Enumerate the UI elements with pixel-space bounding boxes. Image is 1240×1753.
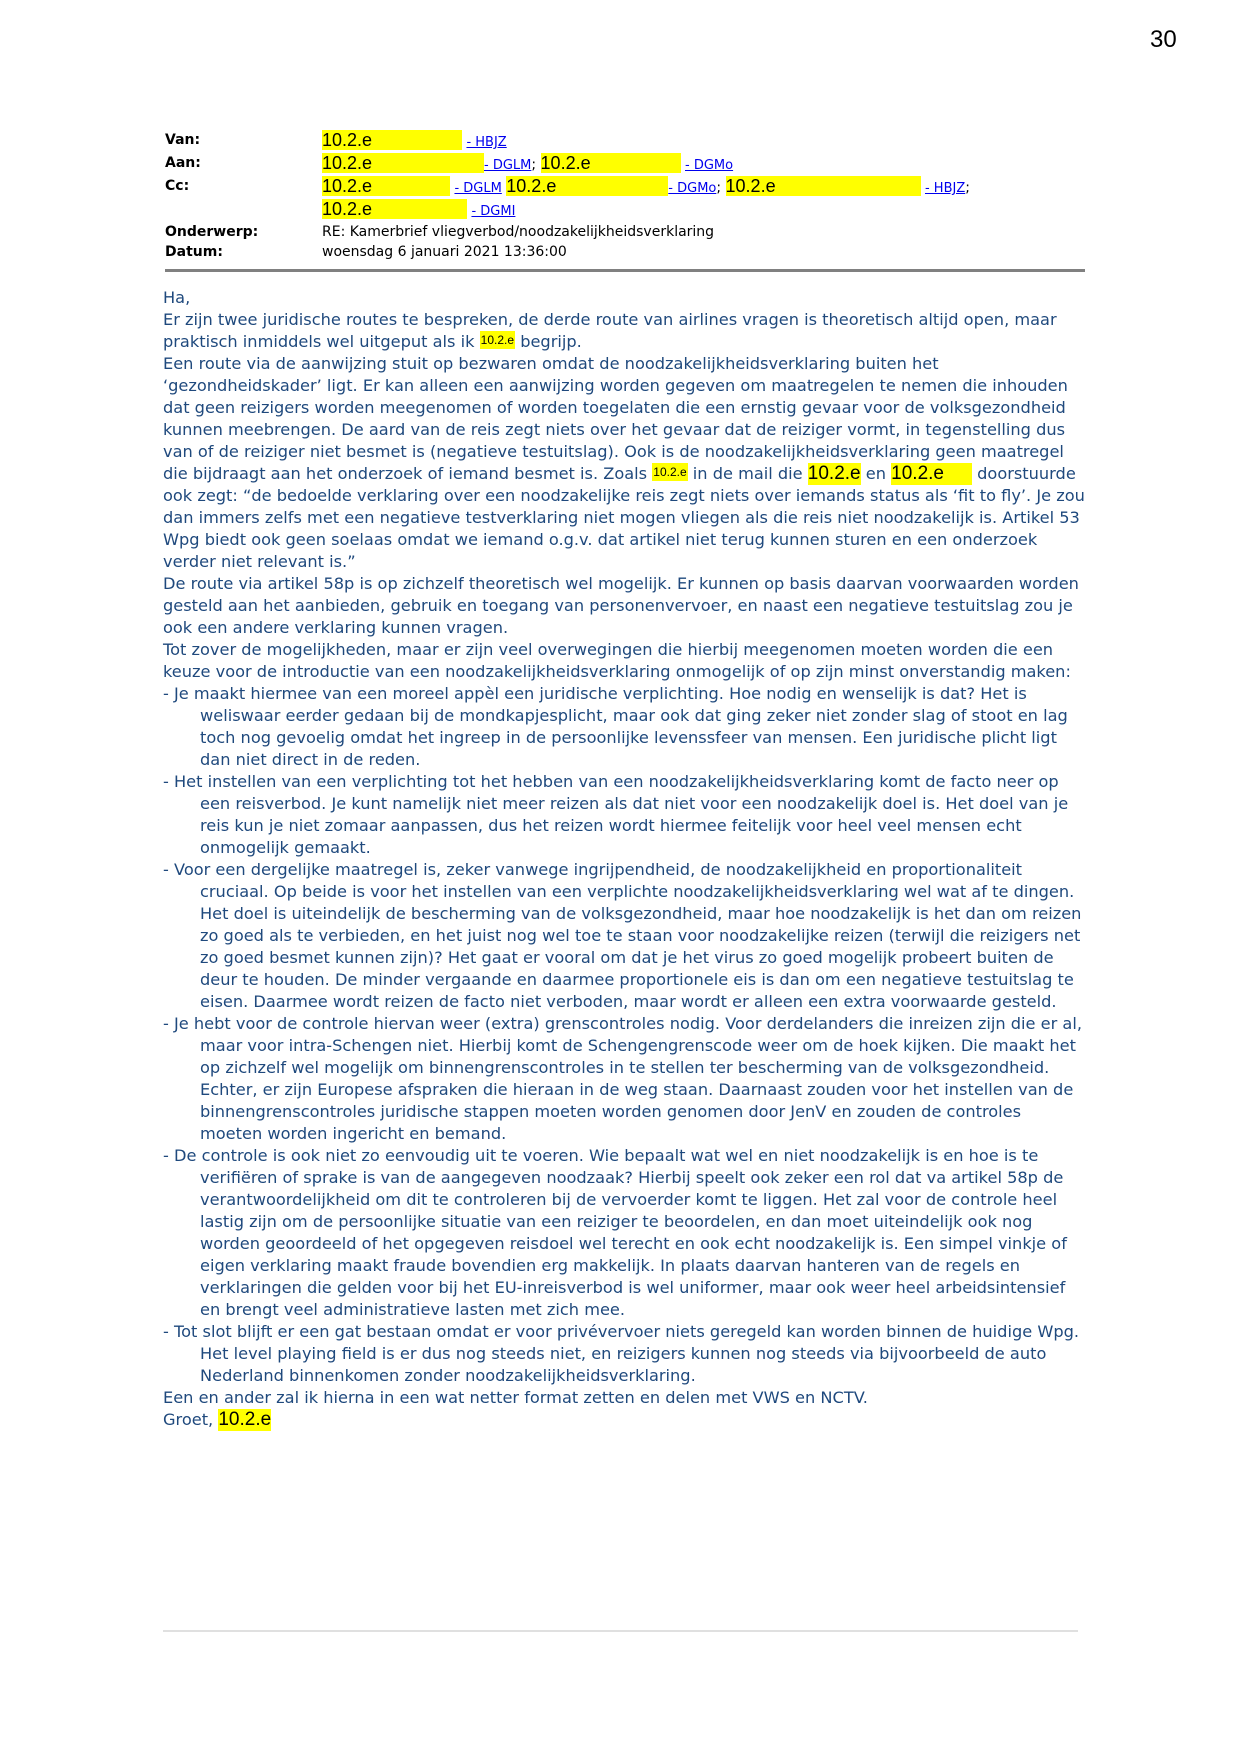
redaction: 10.2.e [322,130,462,150]
subject-label: Onderwerp: [165,224,259,240]
greeting: Ha, [163,288,191,307]
list-item: - Je maakt hiermee van een moreel appèl een juridische verplichting. Hoe nodig en wenselijk is dat? Het is weliswaar eerder gedaan bij de mondkapjesplicht, maar ook dat ging zeker niet zonder slag of stoot en lag toch nog gevoelig omdat het ingreep in de persoonlijke levenssfeer van mensen. Een juridische plicht ligt dan niet direct in de reden. [163,683,1088,771]
date-row [165,242,1085,262]
subject-value: RE: Kamerbrief vliegverbod/noodzakelijkheidsverklaring [322,224,715,240]
cc-org-link-3[interactable]: - HBJZ [924,181,966,196]
list-item: - Voor een dergelijke maatregel is, zeker vanwege ingrijpendheid, de noodzakelijkheid en proportionaliteit cruciaal. Op beide is voor het instellen van een verplichte noodzakelijkheidsverklaring wel wat af te dingen. Het doel is uiteindelijk de bescherming van de volksgezondheid, maar hoe noodzakelijk is het dan om reizen zo goed als te verbieden, en het juist nog wel toe te staan voor noodzakelijke reizen (terwijl die reizigers net zo goed besmet kunnen zijn)? Het gaat er vooral om dat je het virus zo goed mogelijk probeert buiten de deur te houden. De minder vergaande en daarmee proportionele eis is dan om een negatieve testuitslag te eisen. Daarmee wordt reizen de facto niet verboden, maar wordt er alleen een extra voorwaarde gesteld. [163,859,1088,1013]
paragraph-2: Een route via de aanwijzing stuit op bezwaren omdat de noodzakelijkheidsverklaring buiten het ‘gezondheidskader’ ligt. Er kan alleen een aanwijzing worden gegeven om maatregelen te nemen die inhouden dat geen reizigers worden meegenomen of worden toegelaten die een ernstig gevaar voor de volksgezondheid kunnen meebrengen. De aard van de reis zegt niets over het gevaar dat de reiziger vormt, in tegenstelling dus van of de reiziger niet besmet is (negatieve testuitslag). Ook is de noodzakelijkheidsverklaring geen maatregel die bijdraagt aan het onderzoek of iemand besmet is. Zoals 10.2.e in de mail die 10.2.e en 10.2.e doorstuurde ook zegt: “de bedoelde verklaring over een noodzakelijke reis zegt niets over iemands status als ‘fit to fly’. Je zou dan immers zelfs met een negatieve testverklaring niet mogen vliegen als die reis niet noodzakelijk is. Artikel 53 Wpg biedt ook geen soelaas omdat we iemand o.g.v. dat artikel niet terug kunnen sturen en een onderzoek verder niet relevant is.” [163,354,1085,571]
cc-org-link-1[interactable]: - DGLM [454,181,502,196]
from-org-link[interactable]: - HBJZ [466,135,507,150]
cc-org-link-4[interactable]: - DGMI [471,204,516,219]
to-label: Aan: [165,155,201,171]
redaction: 10.2.e [541,153,681,173]
cc-org-link-2[interactable]: - DGMo [668,181,717,196]
redaction: 10.2.e [891,463,972,485]
paragraph-1: Er zijn twee juridische routes te bespreken, de derde route van airlines vragen is theoretisch altijd open, maar praktisch inmiddels wel uitgeput als ik 10.2.e begrijp. [163,310,1057,351]
footer-divider [163,1630,1078,1632]
redaction: 10.2.e [653,465,687,479]
cc-label: Cc: [165,178,190,194]
signoff: Groet, 10.2.e [163,1409,272,1430]
from-label: Van: [165,132,201,148]
paragraph-4: Tot zover de mogelijkheden, maar er zijn veel overwegingen die hierbij meegenomen moeten worden die een keuze voor de introductie van een noodzakelijkheidsverklaring onmogelijk of op zijn minst onverstandig maken: [163,640,1071,681]
date-label: Datum: [165,244,223,260]
cc-row: Cc: 10.2.e - DGLM 10.2.e - DGMo; 10.2.e - HBJZ; 10.2.e - DGMI [165,176,970,219]
page-number: 30 [1150,26,1177,53]
redaction: 10.2.e [322,153,484,173]
redaction: 10.2.e [218,1409,272,1430]
date-value: woensdag 6 januari 2021 13:36:00 [322,244,567,260]
redaction: 10.2.e [322,176,450,196]
to-org-link-1[interactable]: - DGLM [484,158,532,173]
redaction: 10.2.e [807,463,861,484]
list-item: - Je hebt voor de controle hiervan weer (extra) grenscontroles nodig. Voor derdelanders die inreizen zijn die er al, maar voor intra-Schengen niet. Hierbij komt de Schengengrenscode weer om de hoek kijken. Die maakt het op zichzelf wel mogelijk om binnengrenscontroles in te stellen ter bescherming van de volksgezondheid. Echter, er zijn Europese afspraken die hieraan in de weg staan. Daarnaast zouden voor het instellen van de binnengrenscontroles juridische stappen moeten worden genomen door JenV en zouden de controles moeten worden ingericht en bemand. [163,1013,1088,1145]
closing: Een en ander zal ik hierna in een wat netter format zetten en delen met VWS en NCTV. [163,1388,868,1407]
list-item: - De controle is ook niet zo eenvoudig uit te voeren. Wie bepaalt wat wel en niet noodzakelijk is en hoe is te verifiëren of sprake is van de aangegeven noodzaak? Hierbij speelt ook zeker een rol dat va artikel 58p de verantwoordelijkheid om dit te controleren bij de vervoerder komt te liggen. Het zal voor de controle heel lastig zijn om de persoonlijke situatie van een reiziger te beoordelen, en dan moet uiteindelijk ook nog worden geoordeeld of het opgegeven reisdoel wel terecht en ook echt noodzakelijk is. Een simpel vinkje of eigen verklaring maakt fraude bovendien erg makkelijk. In plaats daarvan hanteren van de regels en verklaringen die gelden voor bij het EU-inreisverbod is wel uniformer, maar ook weer heel arbeidsintensief en brengt veel administratieve lasten met zich mee. [163,1145,1088,1321]
redaction: 10.2.e [480,333,515,347]
redaction: 10.2.e [322,199,467,219]
redaction: 10.2.e [726,176,921,196]
header-divider [165,269,1085,272]
to-row: Aan: 10.2.e - DGLM; 10.2.e - DGMo [165,153,734,173]
paragraph-3: De route via artikel 58p is op zichzelf theoretisch wel mogelijk. Er kunnen op basis daarvan voorwaarden worden gesteld aan het aanbieden, gebruik en toegang van personenvervoer, en naast een negatieve testuitslag zou je ook een andere verklaring kunnen vragen. [163,574,1079,637]
email-header [165,130,1085,262]
email-body [163,287,1088,1431]
list-item: - Het instellen van een verplichting tot het hebben van een noodzakelijkheidsverklaring komt de facto neer op een reisverbod. Je kunt namelijk niet meer reizen als dat niet voor een noodzakelijk doel is. Het doel van je reis kun je niet zomaar aanpassen, dus het reizen wordt hiermee feitelijk voor heel veel mensen echt onmogelijk gemaakt. [163,771,1088,859]
redaction: 10.2.e [506,176,668,196]
list-item: - Tot slot blijft er een gat bestaan omdat er voor privévervoer niets geregeld kan worden binnen de huidige Wpg. Het level playing field is er dus nog steeds niet, en reizigers kunnen nog steeds via bijvoorbeeld de auto Nederland binnenkomen zonder noodzakelijkheidsverklaring. [163,1321,1088,1387]
subject-row [165,222,1085,242]
from-row [165,130,1085,153]
to-org-link-2[interactable]: - DGMo [685,158,734,173]
